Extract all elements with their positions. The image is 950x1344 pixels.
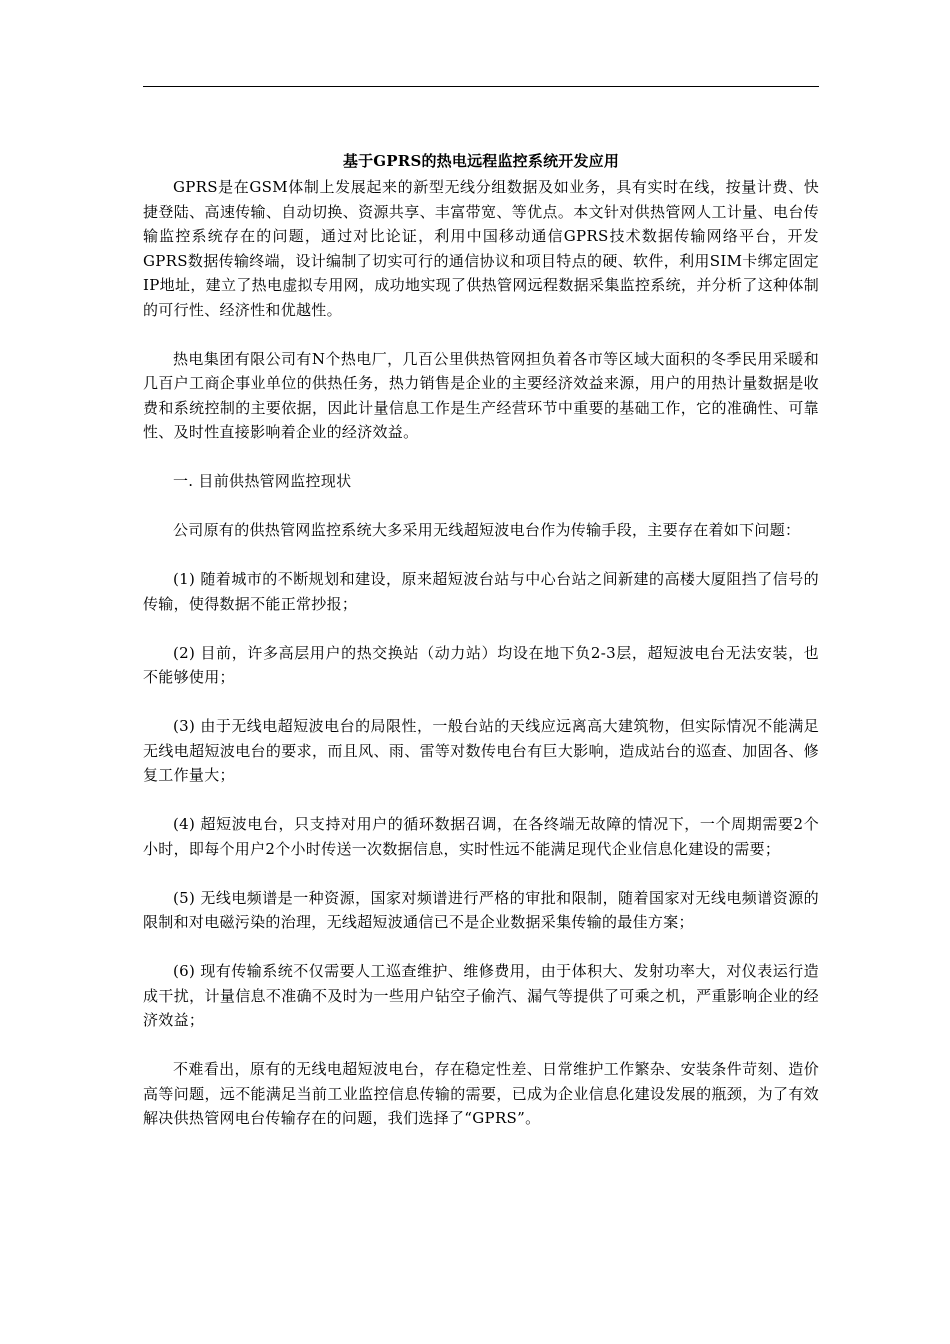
list-item-2: (2) 目前，许多高层用户的热交换站（动力站）均设在地下负2-3层，超短波电台无法安装，也不能够使用； — [143, 643, 819, 686]
list-item-5: (5) 无线电频谱是一种资源，国家对频谱进行严格的审批和限制，随着国家对无线电频谱资源的限制和对电磁污染的治理，无线超短波通信已不是企业数据采集传输的最佳方案； — [143, 888, 819, 931]
list-item-3: (3) 由于无线电超短波电台的局限性，一般台站的天线应远离高大建筑物，但实际情况不能满足无线电超短波电台的要求，而且风、雨、雷等对数传电台有巨大影响，造成站台的巡查、加固各、修复工作量大； — [143, 717, 819, 784]
section-heading: 一. 目前供热管网监控现状 — [173, 472, 352, 490]
abstract-paragraph: GPRS是在GSM体制上发展起来的新型无线分组数据及如业务，具有实时在线，按量计费、快捷登陆、高速传输、自动切换、资源共享、丰富带宽、等优点。本文针对供热管网人工计量、电台传输监控系统存在的问题，通过对比论证，利用中国移动通信GPRS技术数据传输网络平台，开发GPRS数据传输终端，设计编制了切实可行的通信协议和项目特点的硬、软件，利用SIM卡绑定固定IP地址，建立了热电虚拟专用网，成功地实现了供热管网远程数据采集监控系统，并分析了这种体制的可行性、经济性和优越性。 — [143, 178, 819, 319]
document-title: 基于GPRS的热电远程监控系统开发应用 — [342, 152, 620, 170]
header-rule — [143, 86, 819, 87]
document-body — [143, 148, 819, 1131]
conclusion-paragraph: 不难看出，原有的无线电超短波电台，存在稳定性差、日常维护工作繁杂、安装条件苛刻、造价高等问题，远不能满足当前工业监控信息传输的需要，已成为企业信息化建设发展的瓶颈，为了有效解决供热管网电台传输存在的问题，我们选择了“GPRS”。 — [143, 1060, 819, 1127]
list-item-6: (6) 现有传输系统不仅需要人工巡查维护、维修费用，由于体积大、发射功率大，对仪表运行造成干扰，计量信息不准确不及时为一些用户钻空子偷汽、漏气等提供了可乘之机，严重影响企业的经济效益； — [143, 962, 819, 1029]
list-item-1: (1) 随着城市的不断规划和建设，原来超短波台站与中心台站之间新建的高楼大厦阻挡了信号的传输，使得数据不能正常抄报； — [143, 570, 819, 613]
section-lead-paragraph: 公司原有的供热管网监控系统大多采用无线超短波电台作为传输手段，主要存在着如下问题： — [173, 521, 801, 539]
intro-paragraph: 热电集团有限公司有N个热电厂，几百公里供热管网担负着各市等区域大面积的冬季民用采暖和几百户工商企事业单位的供热任务，热力销售是企业的主要经济效益来源，用户的用热计量数据是收费和系统控制的主要依据，因此计量信息工作是生产经营环节中重要的基础工作，它的准确性、可靠性、及时性直接影响着企业的经济效益。 — [143, 349, 819, 441]
list-item-4: (4) 超短波电台，只支持对用户的循环数据召调，在各终端无故障的情况下，一个周期需要2个小时，即每个用户2个小时传送一次数据信息，实时性远不能满足现代企业信息化建设的需要； — [143, 815, 819, 858]
